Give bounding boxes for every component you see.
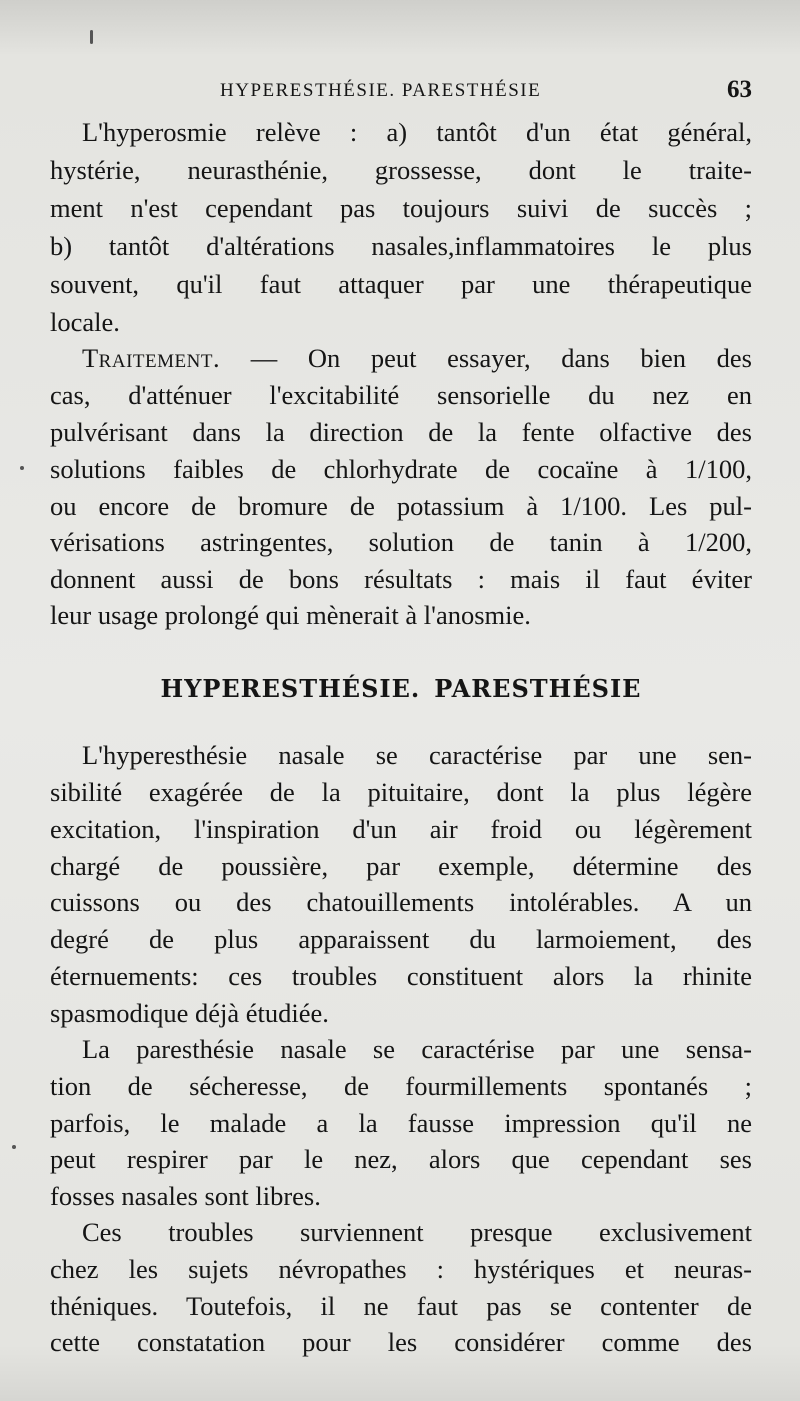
text-line: cette constatation pour les considérer comme des — [50, 1327, 752, 1357]
text-line: cuissons ou des chatouillements intolérables. A un — [50, 887, 752, 917]
text-line: sibilité exagérée de la pituitaire, dont la plus légère — [50, 777, 752, 807]
text-line: excitation, l'inspiration d'un air froid ou légèrement — [50, 814, 752, 844]
text-line: tion de sécheresse, de fourmillements spontanés ; — [50, 1071, 752, 1101]
text-line: L'hyperosmie relève : a) tantôt d'un état général, — [82, 117, 752, 147]
text-line: donnent aussi de bons résultats : mais il faut éviter — [50, 564, 752, 594]
text-line: locale. — [50, 307, 120, 337]
text-line: chargé de poussière, par exemple, détermine des — [50, 851, 752, 881]
text-line: b) tantôt d'altérations nasales,inflammatoires le plus — [50, 231, 752, 261]
heading-part-2: PARESTHÉSIE — [434, 674, 642, 703]
traitement-label: Traitement. — [82, 343, 221, 373]
text-line: fosses nasales sont libres. — [50, 1181, 321, 1211]
text-line: cas, d'atténuer l'excitabilité sensorielle du nez en — [50, 380, 752, 410]
heading-part-1: HYPERESTHÉSIE. — [160, 674, 421, 703]
scan-speck — [12, 1145, 16, 1149]
text-line: ou encore de bromure de potassium à 1/100. Les pul- — [50, 491, 752, 521]
page-header — [50, 76, 752, 106]
text-line: pulvérisant dans la direction de la fente olfactive des — [50, 417, 752, 447]
text-line: souvent, qu'il faut attaquer par une thérapeutique — [50, 269, 752, 299]
scan-speck — [20, 466, 24, 470]
text-line — [50, 340, 752, 376]
text-line: ment n'est cependant pas toujours suivi de succès ; — [50, 193, 752, 223]
text-line: peut respirer par le nez, alors que cependant ses — [50, 1144, 752, 1174]
text-line: La paresthésie nasale se caractérise par une sensa- — [82, 1034, 752, 1064]
text-line: solutions faibles de chlorhydrate de cocaïne à 1/100, — [50, 454, 752, 484]
text-line: leur usage prolongé qui mènerait à l'anosmie. — [50, 600, 531, 630]
traitement-text: — On peut essayer, dans bien des — [220, 343, 752, 373]
page-number: 63 — [727, 76, 752, 103]
text-line: L'hyperesthésie nasale se caractérise par une sen- — [82, 740, 752, 770]
text-line: degré de plus apparaissent du larmoiement, des — [50, 924, 752, 954]
scan-speck — [90, 30, 93, 44]
text-line: spasmodique déjà étudiée. — [50, 998, 329, 1028]
section-heading — [50, 674, 752, 714]
text-line: parfois, le malade a la fausse impression qu'il ne — [50, 1108, 752, 1138]
text-line: hystérie, neurasthénie, grossesse, dont le traite- — [50, 155, 752, 185]
text-line: chez les sujets névropathes : hystériques et neuras- — [50, 1254, 752, 1284]
running-title: HYPERESTHÉSIE. PARESTHÉSIE — [220, 80, 542, 101]
text-line: éternuements: ces troubles constituent alors la rhinite — [50, 961, 752, 991]
text-line: théniques. Toutefois, il ne faut pas se contenter de — [50, 1291, 752, 1321]
text-line: vérisations astringentes, solution de tanin à 1/200, — [50, 527, 752, 557]
text-line: Ces troubles surviennent presque exclusivement — [82, 1217, 752, 1247]
